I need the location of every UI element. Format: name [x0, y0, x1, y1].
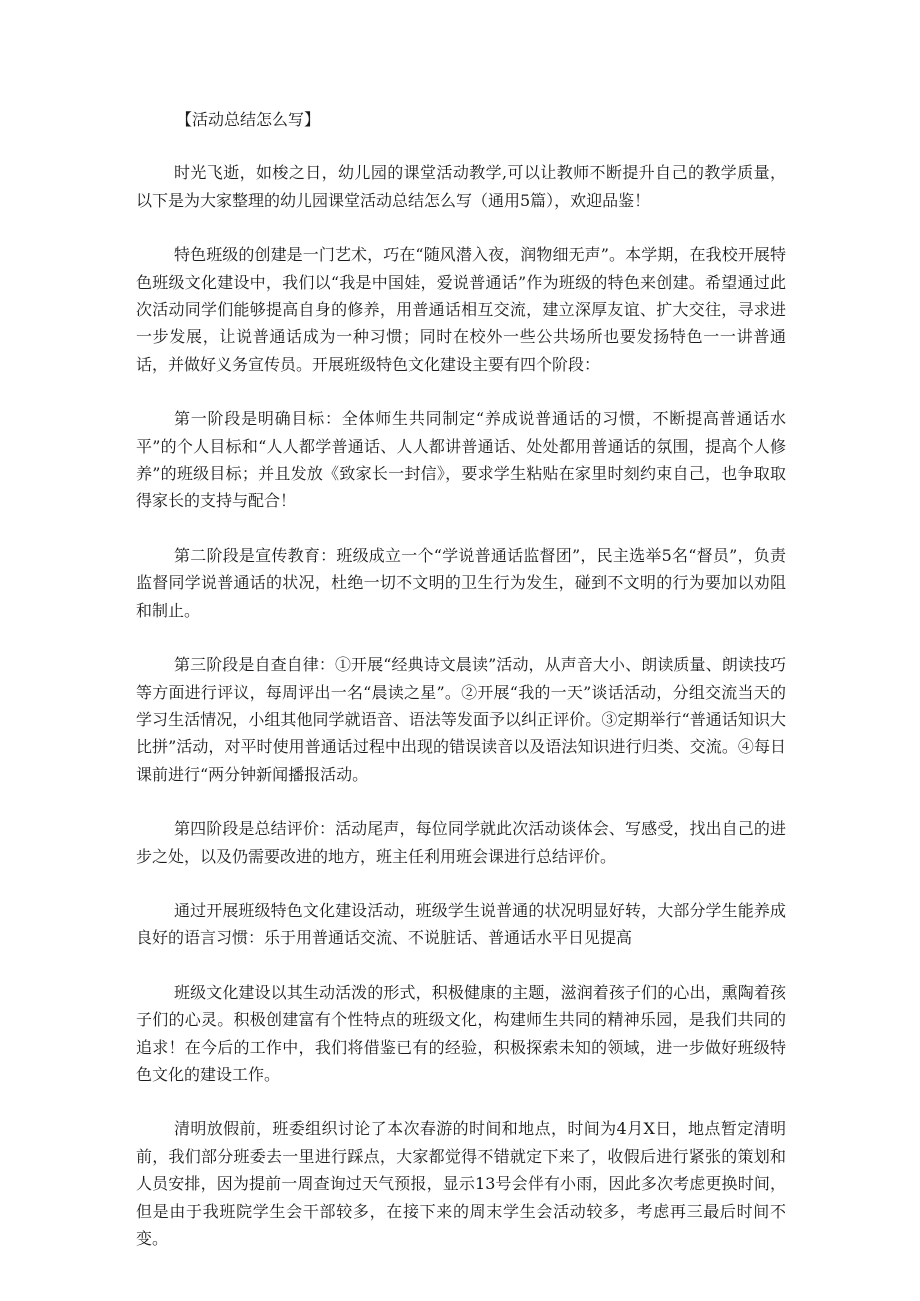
document-title: 【活动总结怎么写】 — [176, 110, 321, 129]
paragraph-stage-two: 第二阶段是宣传教育：班级成立一个“学说普通话监督团”，民主选举5名“督员”，负责监督同学说普通话的状况，杜绝一切不文明的卫生行为发生，碰到不文明的行为要加以劝阻和制止。 — [136, 545, 786, 620]
paragraph-stage-one: 第一阶段是明确目标：全体师生共同制定“养成说普通话的习惯，不断提高普通话水平”的个人目标和“人人都学普通话、人人都讲普通话、处处都用普通话的氛围，提高个人修养”的班级目标；并且发放《致家长一封信》，要求学生粘贴在家里时刻约束自己，也争取取得家长的支持与配合！ — [136, 409, 786, 511]
paragraph-stage-four: 第四阶段是总结评价：活动尾声，每位同学就此次活动谈体会、写感受，找出自己的进步之处，以及仍需要改进的地方，班主任利用班会课进行总结评价。 — [136, 819, 786, 866]
paragraph-results: 通过开展班级特色文化建设活动，班级学生说普通的状况明显好转，大部分学生能养成良好的语言习惯：乐于用普通话交流、不说脏话、普通话水平日见提高 — [136, 900, 786, 948]
document-page — [136, 106, 786, 1279]
paragraph-intro: 时光飞逝，如梭之日，幼儿园的课堂活动教学,可以让教师不断提升自己的教学质量，以下是为大家整理的幼儿园课堂活动总结怎么写（通用5篇），欢迎品鉴！ — [136, 163, 786, 210]
paragraph-class-culture: 特色班级的创建是一门艺术，巧在“随风潜入夜，润物细无声”。本学期，在我校开展特色班级文化建设中，我们以“我是中国娃，爱说普通话”作为班级的特色来创建。希望通过此次活动同学们能够提高自身的修养，用普通话相互交流，建立深厚友谊、扩大交往，寻求进一步发展，让说普通话成为一种习惯；同时在校外一些公共场所也要发扬特色一一讲普通话，并做好义务宣传员。开展班级特色文化建设主要有四个阶段： — [136, 245, 786, 374]
paragraph-spring-outing: 清明放假前，班委组织讨论了本次春游的时间和地点，时间为4月X日，地点暂定清明前，我们部分班委去一里进行踩点，大家都觉得不错就定下来了，收假后进行紧张的策划和人员安排，因为提前一周查询过天气预报，显示13号会伴有小雨，因此多次考虑更换时间，但是由于我班院学生会干部较多，在接下来的周末学生会活动较多，考虑再三最后时间不变。 — [136, 1119, 786, 1248]
paragraph-outlook: 班级文化建设以其生动活泼的形式，积极健康的主题，滋润着孩子们的心出，熏陶着孩子们的心灵。积极创建富有个性特点的班级文化，构建师生共同的精神乐园，是我们共同的追求！在今后的工作中，我们将借鉴已有的经验，积极探索未知的领域，进一步做好班级特色文化的建设工作。 — [136, 982, 786, 1084]
paragraph-stage-three: 第三阶段是自查自律：①开展“经典诗文晨读”活动，从声音大小、朗读质量、朗读技巧等方面进行评议，每周评出一名“晨读之星”。②开展“我的一天”谈话活动，分组交流当天的学习生活情况，小组其他同学就语音、语法等发面予以纠正评价。③定期举行“普通话知识大比拼”活动，对平时使用普通话过程中出现的错误读音以及语法知识进行归类、交流。④每日课前进行“两分钟新闻播报活动。 — [136, 655, 786, 784]
